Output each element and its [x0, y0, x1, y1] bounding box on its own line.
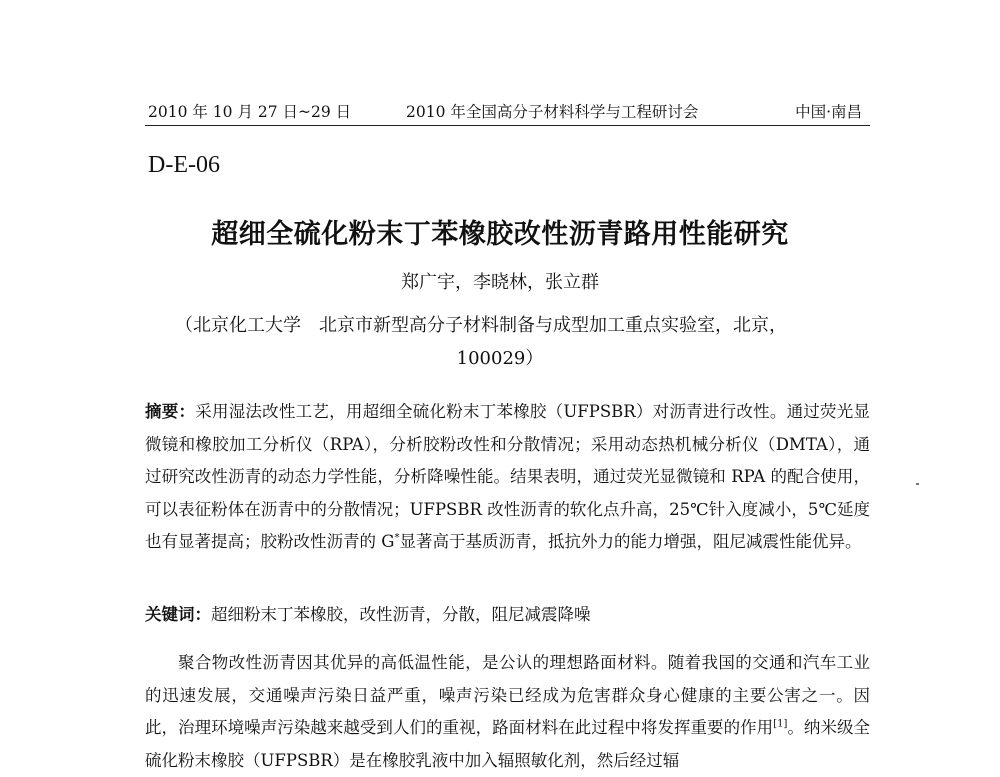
keywords-text: 超细粉末丁苯橡胶，改性沥青，分散，阻尼减震降噪 — [211, 605, 591, 624]
intro-paragraph — [145, 647, 870, 777]
running-header — [148, 100, 870, 124]
intro-text-end: 。纳米级全硫化粉末橡胶（UFPSBR）是在橡胶乳液中加入辐照敏化剂，然后经过辐 — [145, 718, 871, 770]
affiliation-line-1: （北京化工大学 北京市新型高分子材料制备与成型加工重点实验室，北京， — [175, 315, 787, 336]
abstract-text: 采用湿法改性工艺，用超细全硫化粉末丁苯橡胶（UFPSBR）对沥青进行改性。通过荧光显微镜和橡胶加工分析仪（RPA），分析胶粉改性和分散情况；采用动态热机械分析仪（DMTA），通过研究改性沥青的动态力学性能，分析降噪性能。结果表明，通过荧光显微镜和 RPA 的配合使用，可以表征粉体在沥青中的分散情况；UFPSBR 改性沥青的软化点升高，25℃针入度减小，5℃延度也有显著提高；胶粉改性沥青的 G — [145, 402, 871, 552]
paper-title: 超细全硫化粉末丁苯橡胶改性沥青路用性能研究 — [211, 219, 789, 250]
header-date: 2010 年 10 月 27 日~29 日 — [148, 103, 352, 121]
header-conference: 2010 年全国高分子材料科学与工程研讨会 — [406, 103, 699, 121]
paper-code: D-E-06 — [148, 152, 220, 178]
paper-authors: 郑广宇，李晓林，张立群 — [401, 272, 599, 293]
abstract-superscript: * — [394, 532, 400, 544]
abstract-label: 摘要： — [145, 402, 196, 421]
intro-text: 聚合物改性沥青因其优异的高低温性能，是公认的理想路面材料。随着我国的交通和汽车工业的迅速发展，交通噪声污染日益严重，噪声污染已经成为危害群众身心健康的主要公害之一。因此，治理环境噪声污染越来越受到人们的重视，路面材料在此过程中将发挥重要的作用 — [145, 653, 870, 738]
header-location: 中国·南昌 — [795, 103, 862, 121]
scan-speck — [916, 483, 919, 485]
keywords-paragraph — [145, 599, 870, 632]
keywords-label: 关键词： — [145, 605, 211, 624]
abstract-paragraph — [145, 396, 870, 559]
abstract-text-end: 显著高于基质沥青，抵抗外力的能力增强，阻尼减震性能优异。 — [399, 532, 862, 552]
affiliation-line-2: 100029） — [456, 348, 544, 369]
header-divider — [145, 125, 870, 126]
intro-citation: [1] — [773, 718, 788, 730]
